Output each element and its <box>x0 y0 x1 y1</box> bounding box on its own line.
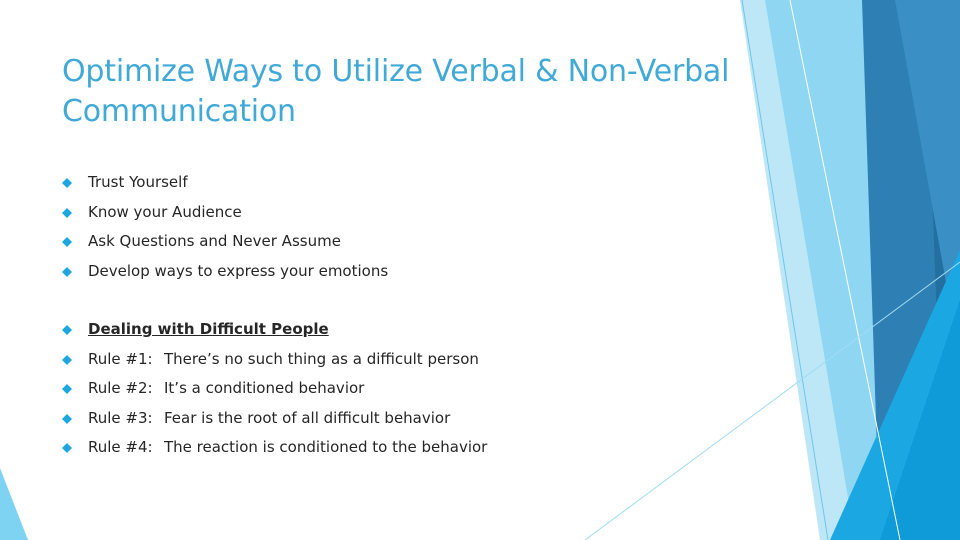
diamond-icon <box>62 355 72 365</box>
rule-number: Rule #4: <box>88 438 153 456</box>
diamond-icon <box>62 178 72 188</box>
diamond-icon <box>62 443 72 453</box>
section-heading: Dealing with Difficult People <box>88 320 329 338</box>
rule-text: It’s a conditioned behavior <box>164 379 365 397</box>
rule-number: Rule #3: <box>88 408 153 427</box>
bullet-label: Ask Questions and Never Assume <box>88 232 341 250</box>
rule-number: Rule #2: <box>88 379 153 397</box>
rule-text: There’s no such thing as a difficult person <box>164 349 479 368</box>
diamond-icon <box>62 267 72 277</box>
bullet-item-rule-1 <box>62 345 662 375</box>
diamond-icon <box>62 325 72 335</box>
rule-number: Rule #1: <box>88 349 153 368</box>
diamond-icon <box>62 414 72 424</box>
bullet-item-ask-questions <box>62 227 662 257</box>
bullet-label: Trust Yourself <box>88 173 188 191</box>
rule-text: The reaction is conditioned to the behavior <box>164 438 488 456</box>
diamond-icon <box>62 384 72 394</box>
bullet-item-trust-yourself <box>62 168 662 198</box>
bullet-item-rule-4 <box>62 433 662 463</box>
bullet-item-difficult-people-heading <box>62 315 662 345</box>
diamond-icon <box>62 237 72 247</box>
bullet-list <box>62 168 662 463</box>
rule-text: Fear is the root of all difficult behavior <box>164 408 451 427</box>
bullet-label: Develop ways to express your emotions <box>88 261 389 280</box>
bullet-item-rule-3 <box>62 404 662 434</box>
bullet-item-rule-2 <box>62 374 662 404</box>
slide-title: Optimize Ways to Utilize Verbal & Non-Verbal Communication <box>62 54 730 129</box>
bullet-item-express-emotions <box>62 257 662 287</box>
bullet-item-know-audience <box>62 198 662 228</box>
diamond-icon <box>62 208 72 218</box>
bullet-label: Know your Audience <box>88 202 242 221</box>
